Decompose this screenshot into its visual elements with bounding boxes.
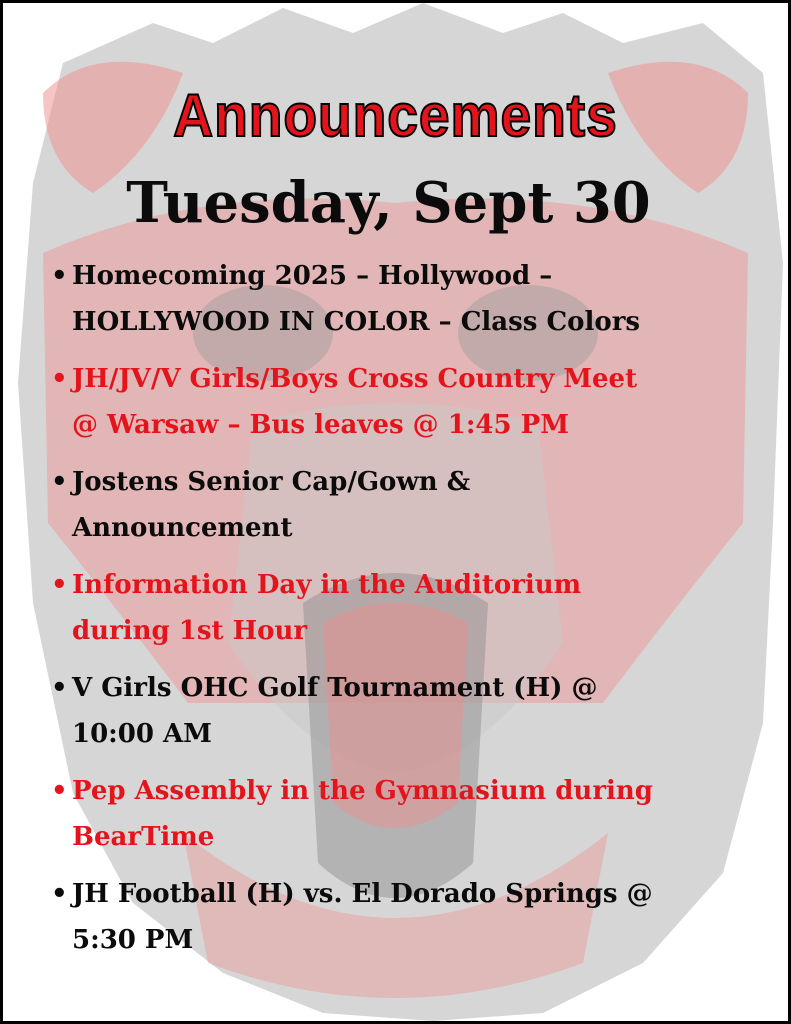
item-text-line: JH/JV/V Girls/Boys Cross Country Meet [72, 364, 638, 394]
bullet-icon: • [51, 364, 68, 394]
item-text-line: V Girls OHC Golf Tournament (H) @ [72, 673, 598, 703]
item-text-line: during 1st Hour [72, 616, 308, 646]
list-item [48, 562, 778, 654]
bullet-icon: • [51, 673, 68, 703]
item-text-line: Announcement [72, 513, 293, 543]
item-text-line: HOLLYWOOD IN COLOR – Class Colors [72, 307, 641, 337]
bullet-icon: • [51, 570, 68, 600]
item-text-line: 10:00 AM [72, 719, 212, 749]
bullet-icon: • [51, 879, 68, 909]
page-title: Announcements [173, 82, 618, 149]
bullet-icon: • [51, 776, 68, 806]
list-item [48, 665, 778, 757]
item-text-line: Pep Assembly in the Gymnasium during [72, 776, 653, 806]
item-text-line: @ Warsaw – Bus leaves @ 1:45 PM [72, 410, 569, 440]
bullet-icon: • [51, 261, 68, 291]
list-item [48, 356, 778, 448]
item-text-line: JH Football (H) vs. El Dorado Springs @ [72, 879, 653, 909]
announcement-list [48, 253, 778, 974]
list-item [48, 253, 778, 345]
item-text-line: Jostens Senior Cap/Gown & [72, 467, 471, 497]
item-text-line: 5:30 PM [72, 925, 194, 955]
list-item [48, 459, 778, 551]
list-item [48, 871, 778, 963]
item-text-line: Homecoming 2025 – Hollywood – [72, 261, 553, 291]
bullet-icon: • [51, 467, 68, 497]
list-item [48, 768, 778, 860]
item-text-line: Information Day in the Auditorium [72, 570, 582, 600]
item-text-line: BearTime [72, 822, 215, 852]
date-heading: Tuesday, Sept 30 [126, 170, 651, 236]
